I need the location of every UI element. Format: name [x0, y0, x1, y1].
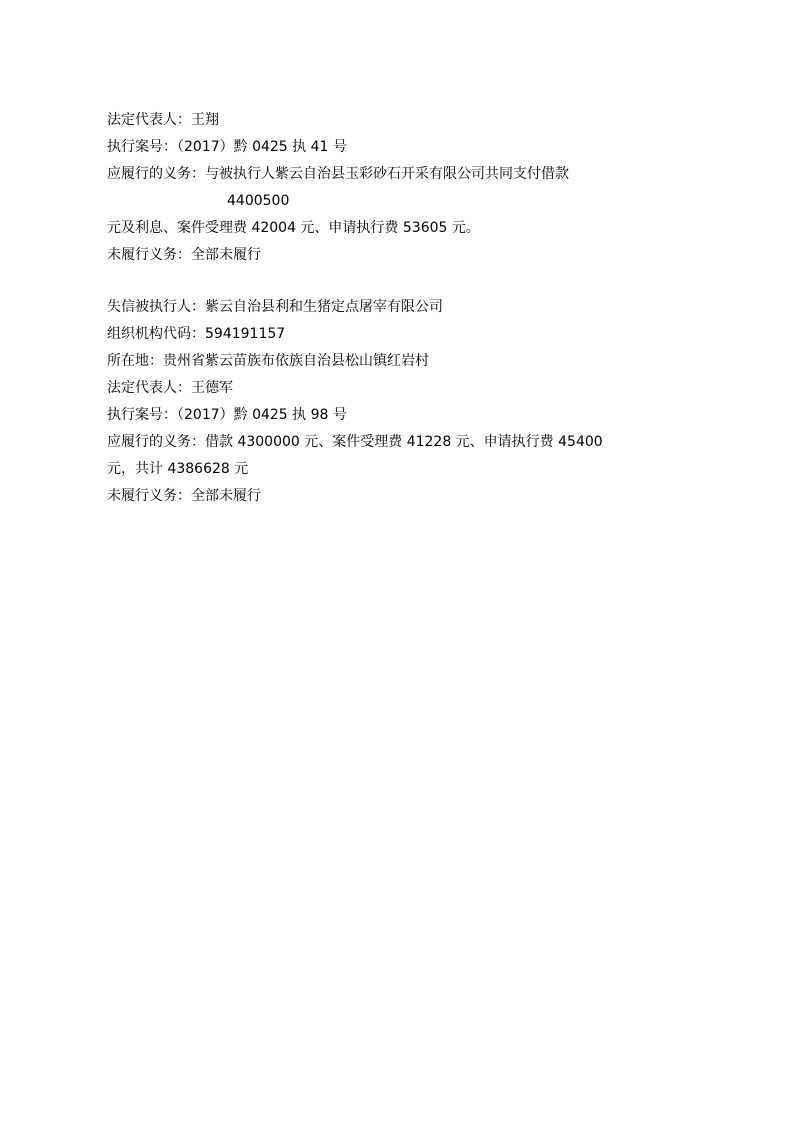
record1-obligation: 应履行的义务：与被执行人紫云自治县玉彩砂石开采有限公司共同支付借款 — [107, 166, 569, 182]
record1-case-number: 执行案号：（2017）黔 0425 执 41 号 — [107, 139, 347, 155]
record2-case-number: 执行案号：（2017）黔 0425 执 98 号 — [107, 407, 347, 423]
record2-unfulfilled-obligation: 未履行义务：全部未履行 — [107, 488, 261, 504]
record1-legal-representative: 法定代表人：王翔 — [107, 112, 219, 128]
record2-legal-representative: 法定代表人：王德军 — [107, 380, 233, 396]
record2-obligation: 应履行的义务：借款 4300000 元、案件受理费 41228 元、申请执行费 45400 — [107, 434, 603, 450]
record2-location: 所在地：贵州省紫云苗族布依族自治县松山镇红岩村 — [107, 353, 429, 369]
record2-organization-code: 组织机构代码：594191157 — [107, 326, 286, 342]
record2-dishonest-debtor: 失信被执行人：紫云自治县利和生猪定点屠宰有限公司 — [107, 299, 443, 315]
record1-obligation-continued: 元及利息、案件受理费 42004 元、申请执行费 53605 元。 — [107, 220, 480, 236]
record2-obligation-continued: 元，共计 4386628 元 — [107, 461, 249, 477]
record1-obligation-amount: 4400500 — [227, 193, 290, 209]
record1-unfulfilled-obligation: 未履行义务：全部未履行 — [107, 247, 261, 263]
